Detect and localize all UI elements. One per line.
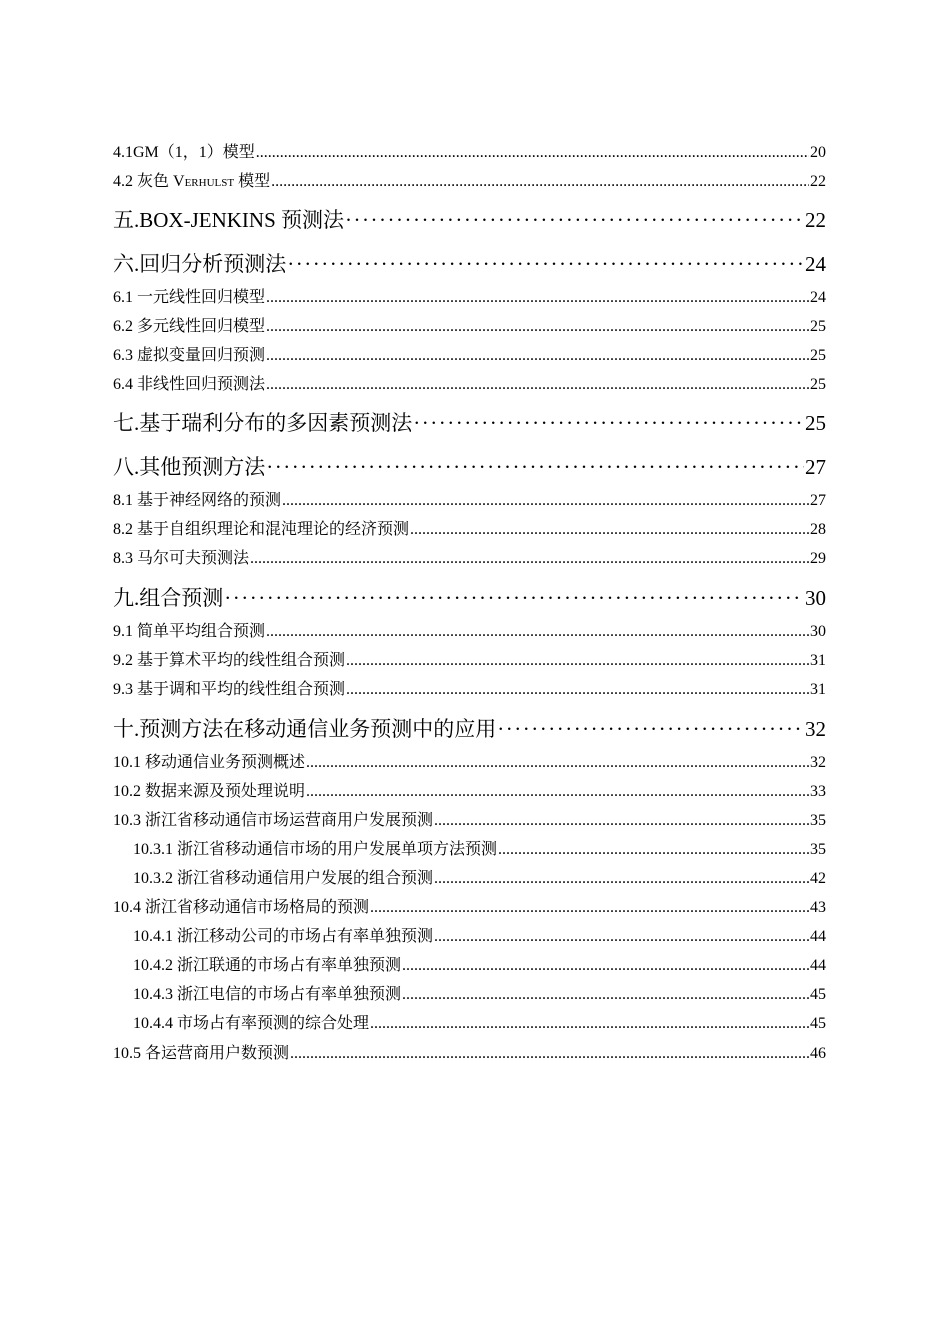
toc-entry[interactable] xyxy=(113,204,826,234)
toc-entry-title: 4.2 灰色 Verhulst 模型 xyxy=(113,173,271,190)
toc-entry[interactable] xyxy=(133,865,826,888)
toc-entry-page: 44 xyxy=(810,957,826,974)
toc-entry-page: 35 xyxy=(810,812,826,829)
dot-leader xyxy=(290,1045,809,1063)
toc-entry-page: 22 xyxy=(805,208,826,232)
dot-leader xyxy=(498,841,809,859)
toc-entry-title: 10.3.1 浙江省移动通信市场的用户发展单项方法预测 xyxy=(133,841,498,858)
toc-entry-page: 32 xyxy=(810,754,826,771)
dot-leader xyxy=(370,1015,809,1033)
dot-leader xyxy=(271,173,809,191)
toc-entry-title: 10.4 浙江省移动通信市场格局的预测 xyxy=(113,899,370,916)
toc-entry-title: 10.4.2 浙江联通的市场占有率单独预测 xyxy=(133,957,402,974)
toc-entry[interactable] xyxy=(113,407,826,437)
toc-entry-page: 43 xyxy=(810,899,826,916)
toc-entry[interactable] xyxy=(113,168,826,191)
toc-entry[interactable] xyxy=(113,545,826,568)
toc-entry-page: 27 xyxy=(805,455,826,479)
dot-leader xyxy=(402,986,809,1004)
toc-entry-page: 45 xyxy=(810,986,826,1003)
toc-entry-title: 10.4.1 浙江移动公司的市场占有率单独预测 xyxy=(133,928,434,945)
toc-entry[interactable] xyxy=(113,1040,826,1063)
dot-leader xyxy=(224,586,804,611)
dot-leader xyxy=(266,347,809,365)
dot-leader xyxy=(266,376,809,394)
toc-entry[interactable] xyxy=(113,749,826,772)
toc-entry[interactable] xyxy=(113,371,826,394)
toc-entry-title: 八.其他预测方法 xyxy=(113,455,266,479)
toc-entry-title: 6.1 一元线性回归模型 xyxy=(113,289,266,306)
toc-entry-title: 10.5 各运营商用户数预测 xyxy=(113,1045,290,1062)
toc-entry-title: 9.3 基于调和平均的线性组合预测 xyxy=(113,681,346,698)
dot-leader xyxy=(345,208,804,233)
dot-leader xyxy=(497,717,804,742)
toc-entry-page: 35 xyxy=(810,841,826,858)
toc-entry-page: 25 xyxy=(810,318,826,335)
toc-entry[interactable] xyxy=(113,313,826,336)
toc-entry-page: 29 xyxy=(810,550,826,567)
dot-leader xyxy=(250,550,809,568)
toc-entry-page: 33 xyxy=(810,783,826,800)
dot-leader xyxy=(306,754,809,772)
toc-entry[interactable] xyxy=(113,248,826,278)
toc-entry-title: 五.BOX-JENKINS 预测法 xyxy=(113,208,344,232)
dot-leader xyxy=(266,455,804,480)
dot-leader xyxy=(410,521,809,539)
dot-leader xyxy=(413,411,804,436)
dot-leader xyxy=(434,870,809,888)
toc-entry-title: 六.回归分析预测法 xyxy=(113,252,287,276)
dot-leader xyxy=(306,783,809,801)
toc-entry-page: 45 xyxy=(810,1015,826,1032)
dot-leader xyxy=(434,928,809,946)
toc-entry[interactable] xyxy=(133,923,826,946)
toc-entry[interactable] xyxy=(113,451,826,481)
toc-entry-title: 十.预测方法在移动通信业务预测中的应用 xyxy=(113,717,497,741)
toc-entry-page: 44 xyxy=(810,928,826,945)
dot-leader xyxy=(346,652,809,670)
toc-entry-title: 9.2 基于算术平均的线性组合预测 xyxy=(113,652,346,669)
toc-entry-title: 七.基于瑞利分布的多因素预测法 xyxy=(113,411,413,435)
toc-entry[interactable] xyxy=(113,342,826,365)
toc-entry-title: 9.1 简单平均组合预测 xyxy=(113,623,266,640)
toc-entry[interactable] xyxy=(113,139,826,162)
toc-entry[interactable] xyxy=(113,713,826,743)
toc-entry-page: 42 xyxy=(810,870,826,887)
toc-entry-title: 8.3 马尔可夫预测法 xyxy=(113,550,250,567)
toc-entry[interactable] xyxy=(113,516,826,539)
dot-leader xyxy=(266,623,809,641)
toc-entry-page: 28 xyxy=(810,521,826,538)
toc-entry-page: 25 xyxy=(810,376,826,393)
dot-leader xyxy=(282,492,809,510)
toc-entry-page: 31 xyxy=(810,681,826,698)
toc-entry-page: 30 xyxy=(810,623,826,640)
toc-entry[interactable] xyxy=(133,836,826,859)
dot-leader xyxy=(256,144,809,162)
toc-entry-page: 46 xyxy=(810,1045,826,1062)
toc-entry-title: 10.4.3 浙江电信的市场占有率单独预测 xyxy=(133,986,402,1003)
dot-leader xyxy=(402,957,809,975)
toc-entry[interactable] xyxy=(113,284,826,307)
dot-leader xyxy=(266,318,809,336)
toc-entry-page: 30 xyxy=(805,586,826,610)
toc-entry-page: 25 xyxy=(805,411,826,435)
toc-entry-title: 4.1GM（1，1）模型 xyxy=(113,144,255,161)
toc-entry-page: 31 xyxy=(810,652,826,669)
toc-entry-title: 九.组合预测 xyxy=(113,586,224,610)
toc-entry[interactable] xyxy=(133,981,826,1004)
toc-entry-title: 10.4.4 市场占有率预测的综合处理 xyxy=(133,1015,370,1032)
toc-entry-page: 27 xyxy=(810,492,826,509)
toc-entry-page: 25 xyxy=(810,347,826,364)
toc-entry-title: 10.3.2 浙江省移动通信用户发展的组合预测 xyxy=(133,870,434,887)
toc-entry[interactable] xyxy=(113,676,826,699)
toc-entry-title: 6.4 非线性回归预测法 xyxy=(113,376,266,393)
dot-leader xyxy=(266,289,809,307)
toc-entry-title: 10.2 数据来源及预处理说明 xyxy=(113,783,306,800)
toc-entry[interactable] xyxy=(113,582,826,612)
toc-entry[interactable] xyxy=(113,807,826,830)
toc-entry-page: 24 xyxy=(805,252,826,276)
toc-entry-title: 6.3 虚拟变量回归预测 xyxy=(113,347,266,364)
toc-entry-title: 6.2 多元线性回归模型 xyxy=(113,318,266,335)
toc-entry[interactable] xyxy=(113,778,826,801)
dot-leader xyxy=(346,681,809,699)
dot-leader xyxy=(370,899,809,917)
toc-entry[interactable] xyxy=(133,1010,826,1033)
toc-entry-page: 24 xyxy=(810,289,826,306)
toc-entry-page: 22 xyxy=(810,173,826,190)
toc-entry-title: 8.1 基于神经网络的预测 xyxy=(113,492,282,509)
toc-entry[interactable] xyxy=(113,618,826,641)
toc-entry[interactable] xyxy=(113,647,826,670)
toc-entry[interactable] xyxy=(113,894,826,917)
toc-entry-page: 20 xyxy=(810,144,826,161)
dot-leader xyxy=(287,252,804,277)
toc-entry-page: 32 xyxy=(805,717,826,741)
dot-leader xyxy=(434,812,809,830)
toc-entry[interactable] xyxy=(113,487,826,510)
toc-entry-title: 8.2 基于自组织理论和混沌理论的经济预测 xyxy=(113,521,410,538)
toc-entry[interactable] xyxy=(133,952,826,975)
toc-entry-title: 10.1 移动通信业务预测概述 xyxy=(113,754,306,771)
toc-entry-title: 10.3 浙江省移动通信市场运营商用户发展预测 xyxy=(113,812,434,829)
